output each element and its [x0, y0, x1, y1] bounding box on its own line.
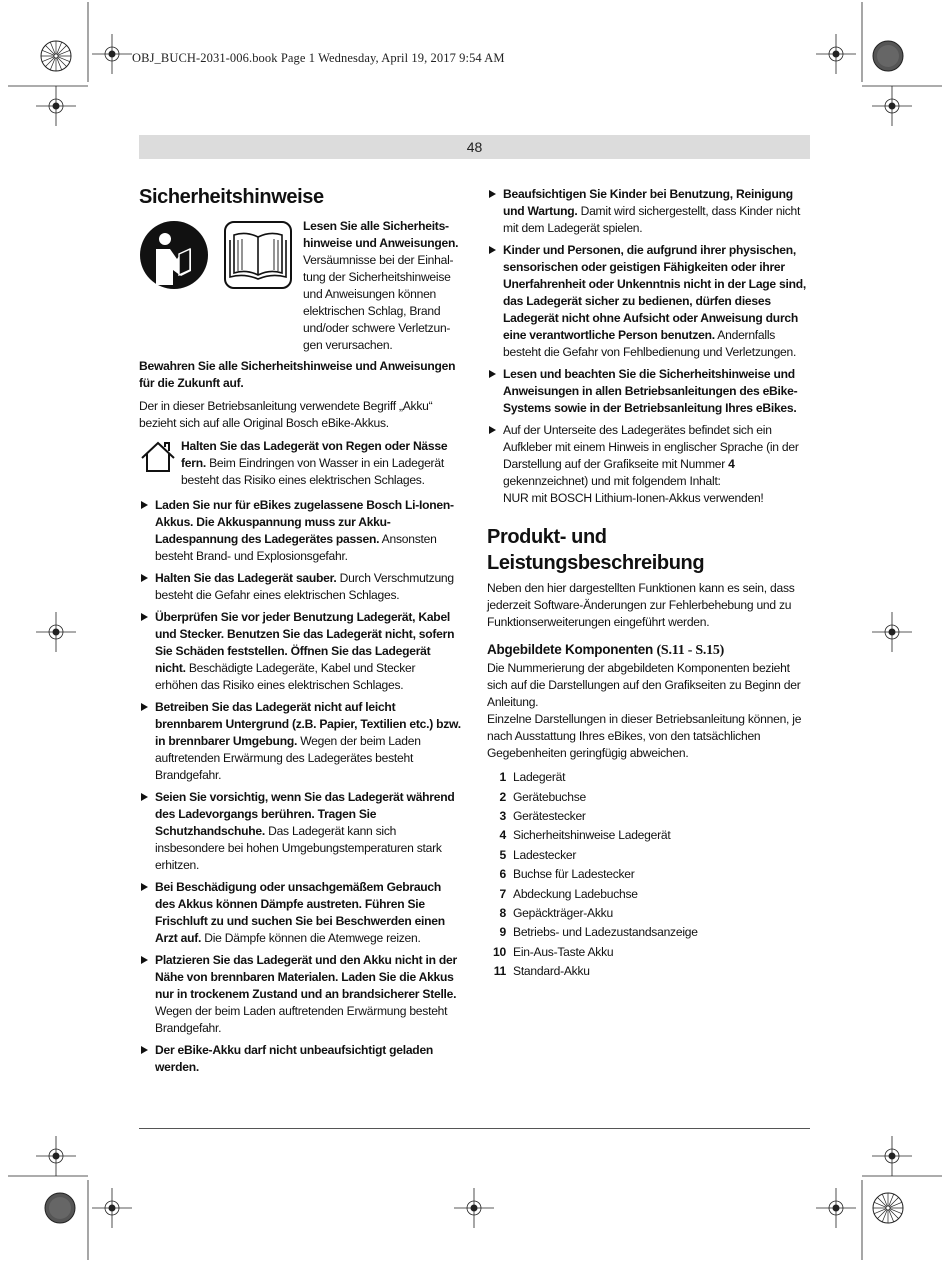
component-label: Buchse für Ladestecker [513, 867, 635, 882]
bullet-bold: Der eBike-Akku darf nicht unbeaufsichtigt geladen werden. [155, 1043, 434, 1074]
sticker-text-1: Auf der Unterseite des Ladegerätes befindet sich ein Aufkleber mit einem Hinweis in englischer Sprache (in der Darstellung auf der Grafikseite mit Nummer [503, 423, 799, 471]
intro-line3: Versäumnisse bei der Einhal- [303, 253, 454, 267]
bullet-text: Das Ladegerät kann sich insbesondere bei hohen Umgebungstemperaturen stark erhitzen. [155, 824, 442, 872]
bullet-arrow-icon [141, 883, 148, 891]
safety-intro-text [303, 218, 461, 354]
bullet-text: Damit wird sichergestellt, dass Kinder nicht mit dem Ladegerät spielen. [503, 204, 801, 235]
component-number: 2 [499, 789, 506, 804]
bullet-arrow-icon [489, 246, 496, 254]
bullet-bold: Überprüfen Sie vor jeder Benutzung Ladegerät, Kabel und Stecker. Benutzen Sie das Ladegerät nicht, sofern Sie Schäden feststellen. Öffnen Sie das Ladegerät nicht. [155, 610, 455, 675]
bullet-read-all-manuals [487, 366, 810, 417]
indoor-use-warning [139, 438, 461, 489]
component-label: Standard-Akku [513, 964, 590, 979]
bullet-arrow-icon [141, 501, 148, 509]
component-number: 6 [499, 867, 506, 882]
intro-bold-line2: hinweise und Anweisungen. [303, 236, 459, 250]
components-heading-text: Abgebildete Komponenten [487, 642, 653, 657]
component-number: 4 [499, 828, 506, 843]
bullet-text: Die Dämpfe können die Atemwege reizen. [201, 931, 421, 945]
bullet-supervise-children [487, 186, 810, 237]
bullet-arrow-icon [489, 426, 496, 434]
component-number: 5 [499, 847, 506, 862]
bullet-text: Wegen der beim Laden auftretenden Erwärmung besteht Brandgefahr. [155, 1004, 448, 1035]
bullet-check-before-use [139, 609, 461, 694]
components-list [487, 768, 810, 981]
component-number: 3 [499, 808, 506, 823]
safety-title: Sicherheitshinweise [139, 186, 324, 208]
bullet-arrow-icon [141, 793, 148, 801]
bullet-arrow-icon [141, 613, 148, 621]
akku-term-text: Der in dieser Betriebsanleitung verwendete Begriff „Akku“ bezieht sich auf alle Original Bosch eBike-Akkus. [139, 399, 433, 430]
list-item [487, 768, 810, 787]
list-item [487, 884, 810, 903]
bullet-arrow-icon [489, 190, 496, 198]
bullet-bold: Betreiben Sie das Ladegerät nicht auf leicht brennbarem Untergrund (z.B. Papier, Textilien etc.) bzw. in brennbarer Umgebung. [155, 700, 461, 748]
component-number: 11 [493, 964, 506, 979]
list-item [487, 904, 810, 923]
bullet-flammable-materials [139, 952, 461, 1037]
component-label: Ladegerät [513, 770, 566, 785]
sticker-content: NUR mit BOSCH Lithium-Ionen-Akkus verwenden! [503, 491, 764, 505]
bullet-restricted-persons [487, 242, 810, 361]
bullet-text: Wegen der beim Laden auftretenden Erwärmung des Ladegerätes besteht Brandgefahr. [155, 734, 421, 782]
bullet-arrow-icon [141, 1046, 148, 1054]
bullet-bold: Lesen und beachten Sie die Sicherheitshinweise und Anweisungen in allen Betriebsanleitungen des eBike-Systems sowie in der Betriebsanleitung Ihres eBikes. [503, 367, 798, 415]
file-info-header: OBJ_BUCH-2031-006.book Page 1 Wednesday, April 19, 2017 9:54 AM [132, 51, 505, 65]
bullet-arrow-icon [141, 956, 148, 964]
right-column [487, 186, 810, 981]
numbering-text: Die Nummerierung der abgebildeten Komponenten bezieht sich auf die Darstellungen auf den Grafikseiten zu Beginn der Anleitung. [487, 661, 801, 709]
bullet-bold: Seien Sie vorsichtig, wenn Sie das Ladegerät während des Ladevorgangs berühren. Tragen Sie Schutzhandschuhe. [155, 790, 455, 838]
bullet-bold: Beaufsichtigen Sie Kinder bei Benutzung, Reinigung und Wartung. [503, 187, 793, 218]
keep-instructions-bold: Bewahren Sie alle Sicherheitshinweise und Anweisungen für die Zukunft auf. [139, 359, 456, 390]
list-item [487, 962, 810, 981]
component-label: Gerätestecker [513, 808, 586, 823]
left-column [139, 184, 461, 1076]
bullet-bold: Kinder und Personen, die aufgrund ihrer physischen, sensorischen oder geistigen Fähigkeiten oder ihrer Unerfahrenheit oder Unkenntnis nicht in der Lage sind, das Ladegerät sicher zu bedienen, dürfen dieses Ladegerät nicht ohne Aufsicht oder Anweisung durch eine verantwortliche Person benutzen. [503, 243, 806, 342]
intro-line7: und/oder schwere Verletzun- [303, 321, 451, 335]
list-item [487, 865, 810, 884]
bullet-arrow-icon [141, 703, 148, 711]
bullet-sticker-info [487, 422, 810, 507]
component-label: Betriebs- und Ladezustandsanzeige [513, 925, 698, 940]
bullet-unattended-charging [139, 1042, 461, 1076]
bullet-li-ion-only [139, 497, 461, 565]
component-label: Sicherheitshinweise Ladegerät [513, 828, 671, 843]
list-item [487, 846, 810, 865]
component-label: Ladestecker [513, 847, 577, 862]
sticker-number: 4 [728, 457, 735, 471]
page-number-bar [139, 135, 810, 159]
safety-intro [139, 220, 461, 354]
bullet-text: Andernfalls besteht die Gefahr von Fehlbedienung und Verletzungen. [503, 328, 797, 359]
sticker-text-2: gekennzeichnet) und mit folgendem Inhalt: [503, 474, 721, 488]
keep-instructions [139, 358, 461, 392]
bullet-bold: Platzieren Sie das Ladegerät und den Akku nicht in der Nähe von brennbaren Materialen. Laden Sie die Akkus nur in trockenem Zustand und an brandsicherer Stelle. [155, 953, 457, 1001]
bullet-arrow-icon [141, 574, 148, 582]
intro-line8: gen verursachen. [303, 338, 393, 352]
house-indoor-icon [139, 438, 177, 476]
component-label: Abdeckung Ladebuchse [513, 886, 638, 901]
read-manual-person-icon [139, 220, 209, 290]
bullet-bold: Halten Sie das Ladegerät sauber. [155, 571, 337, 585]
bullet-bold: Laden Sie nur für eBikes zugelassene Bosch Li-Ionen-Akkus. Die Akkuspannung muss zur Akku-Ladespannung des Ladegerätes passen. [155, 498, 454, 546]
component-number: 8 [499, 905, 506, 920]
component-number: 9 [499, 925, 506, 940]
component-label: Gerätebuchse [513, 789, 586, 804]
bullet-careful-touch [139, 789, 461, 874]
footer-divider [139, 1128, 810, 1129]
bullet-text: Ansonsten besteht Brand- und Explosionsgefahr. [155, 532, 437, 563]
list-item [487, 826, 810, 845]
component-number: 7 [499, 886, 506, 901]
open-book-icon [223, 220, 293, 290]
product-title: Produkt- und Leistungsbeschreibung [487, 526, 705, 574]
components-page-ref: (S.11 - S.15) [656, 643, 725, 658]
variance-text: Einzelne Darstellungen in dieser Betriebsanleitung können, je nach Ausstattung Ihres eBikes, von den tatsächlichen Gegebenheiten geringfügig abweichen. [487, 712, 802, 760]
bullet-vapours [139, 879, 461, 947]
intro-line6: elektrischen Schlag, Brand [303, 304, 441, 318]
bullet-non-flammable-surface [139, 699, 461, 784]
list-item [487, 923, 810, 942]
page-number: 48 [466, 139, 483, 155]
component-label: Ein-Aus-Taste Akku [513, 944, 614, 959]
bullet-bold: Bei Beschädigung oder unsachgemäßem Gebrauch des Akkus können Dämpfe austreten. Führen Sie Frischluft zu und suchen Sie bei Beschwerden einen Arzt auf. [155, 880, 445, 945]
bullet-text: Durch Verschmutzung besteht die Gefahr eines elektrischen Schlages. [155, 571, 454, 602]
component-number: 10 [493, 944, 506, 959]
bullet-arrow-icon [489, 370, 496, 378]
intro-line5: und Anweisungen können [303, 287, 437, 301]
intro-bold-line1: Lesen Sie alle Sicherheits- [303, 219, 449, 233]
indoor-use-detail: Beim Eindringen von Wasser in ein Ladegerät besteht das Risiko eines elektrischen Schlages. [181, 456, 444, 487]
indoor-use-bold: Halten Sie das Ladegerät von Regen oder Nässe fern. [181, 439, 448, 470]
product-intro: Neben den hier dargestellten Funktionen kann es sein, dass jederzeit Software-Änderungen zur Fehlerbehebung und zu Funktionserweiterungen eingeführt werden. [487, 581, 795, 629]
component-number: 1 [499, 770, 506, 785]
component-label: Gepäckträger-Akku [513, 905, 613, 920]
list-item [487, 787, 810, 806]
list-item [487, 807, 810, 826]
indoor-use-text [181, 438, 461, 489]
components-heading [487, 640, 810, 660]
list-item [487, 943, 810, 962]
intro-line4: tung der Sicherheitshinweise [303, 270, 451, 284]
bullet-text: Beschädigte Ladegeräte, Kabel und Stecker erhöhen das Risiko eines elektrischen Schlages. [155, 661, 416, 692]
bullet-keep-clean [139, 570, 461, 604]
